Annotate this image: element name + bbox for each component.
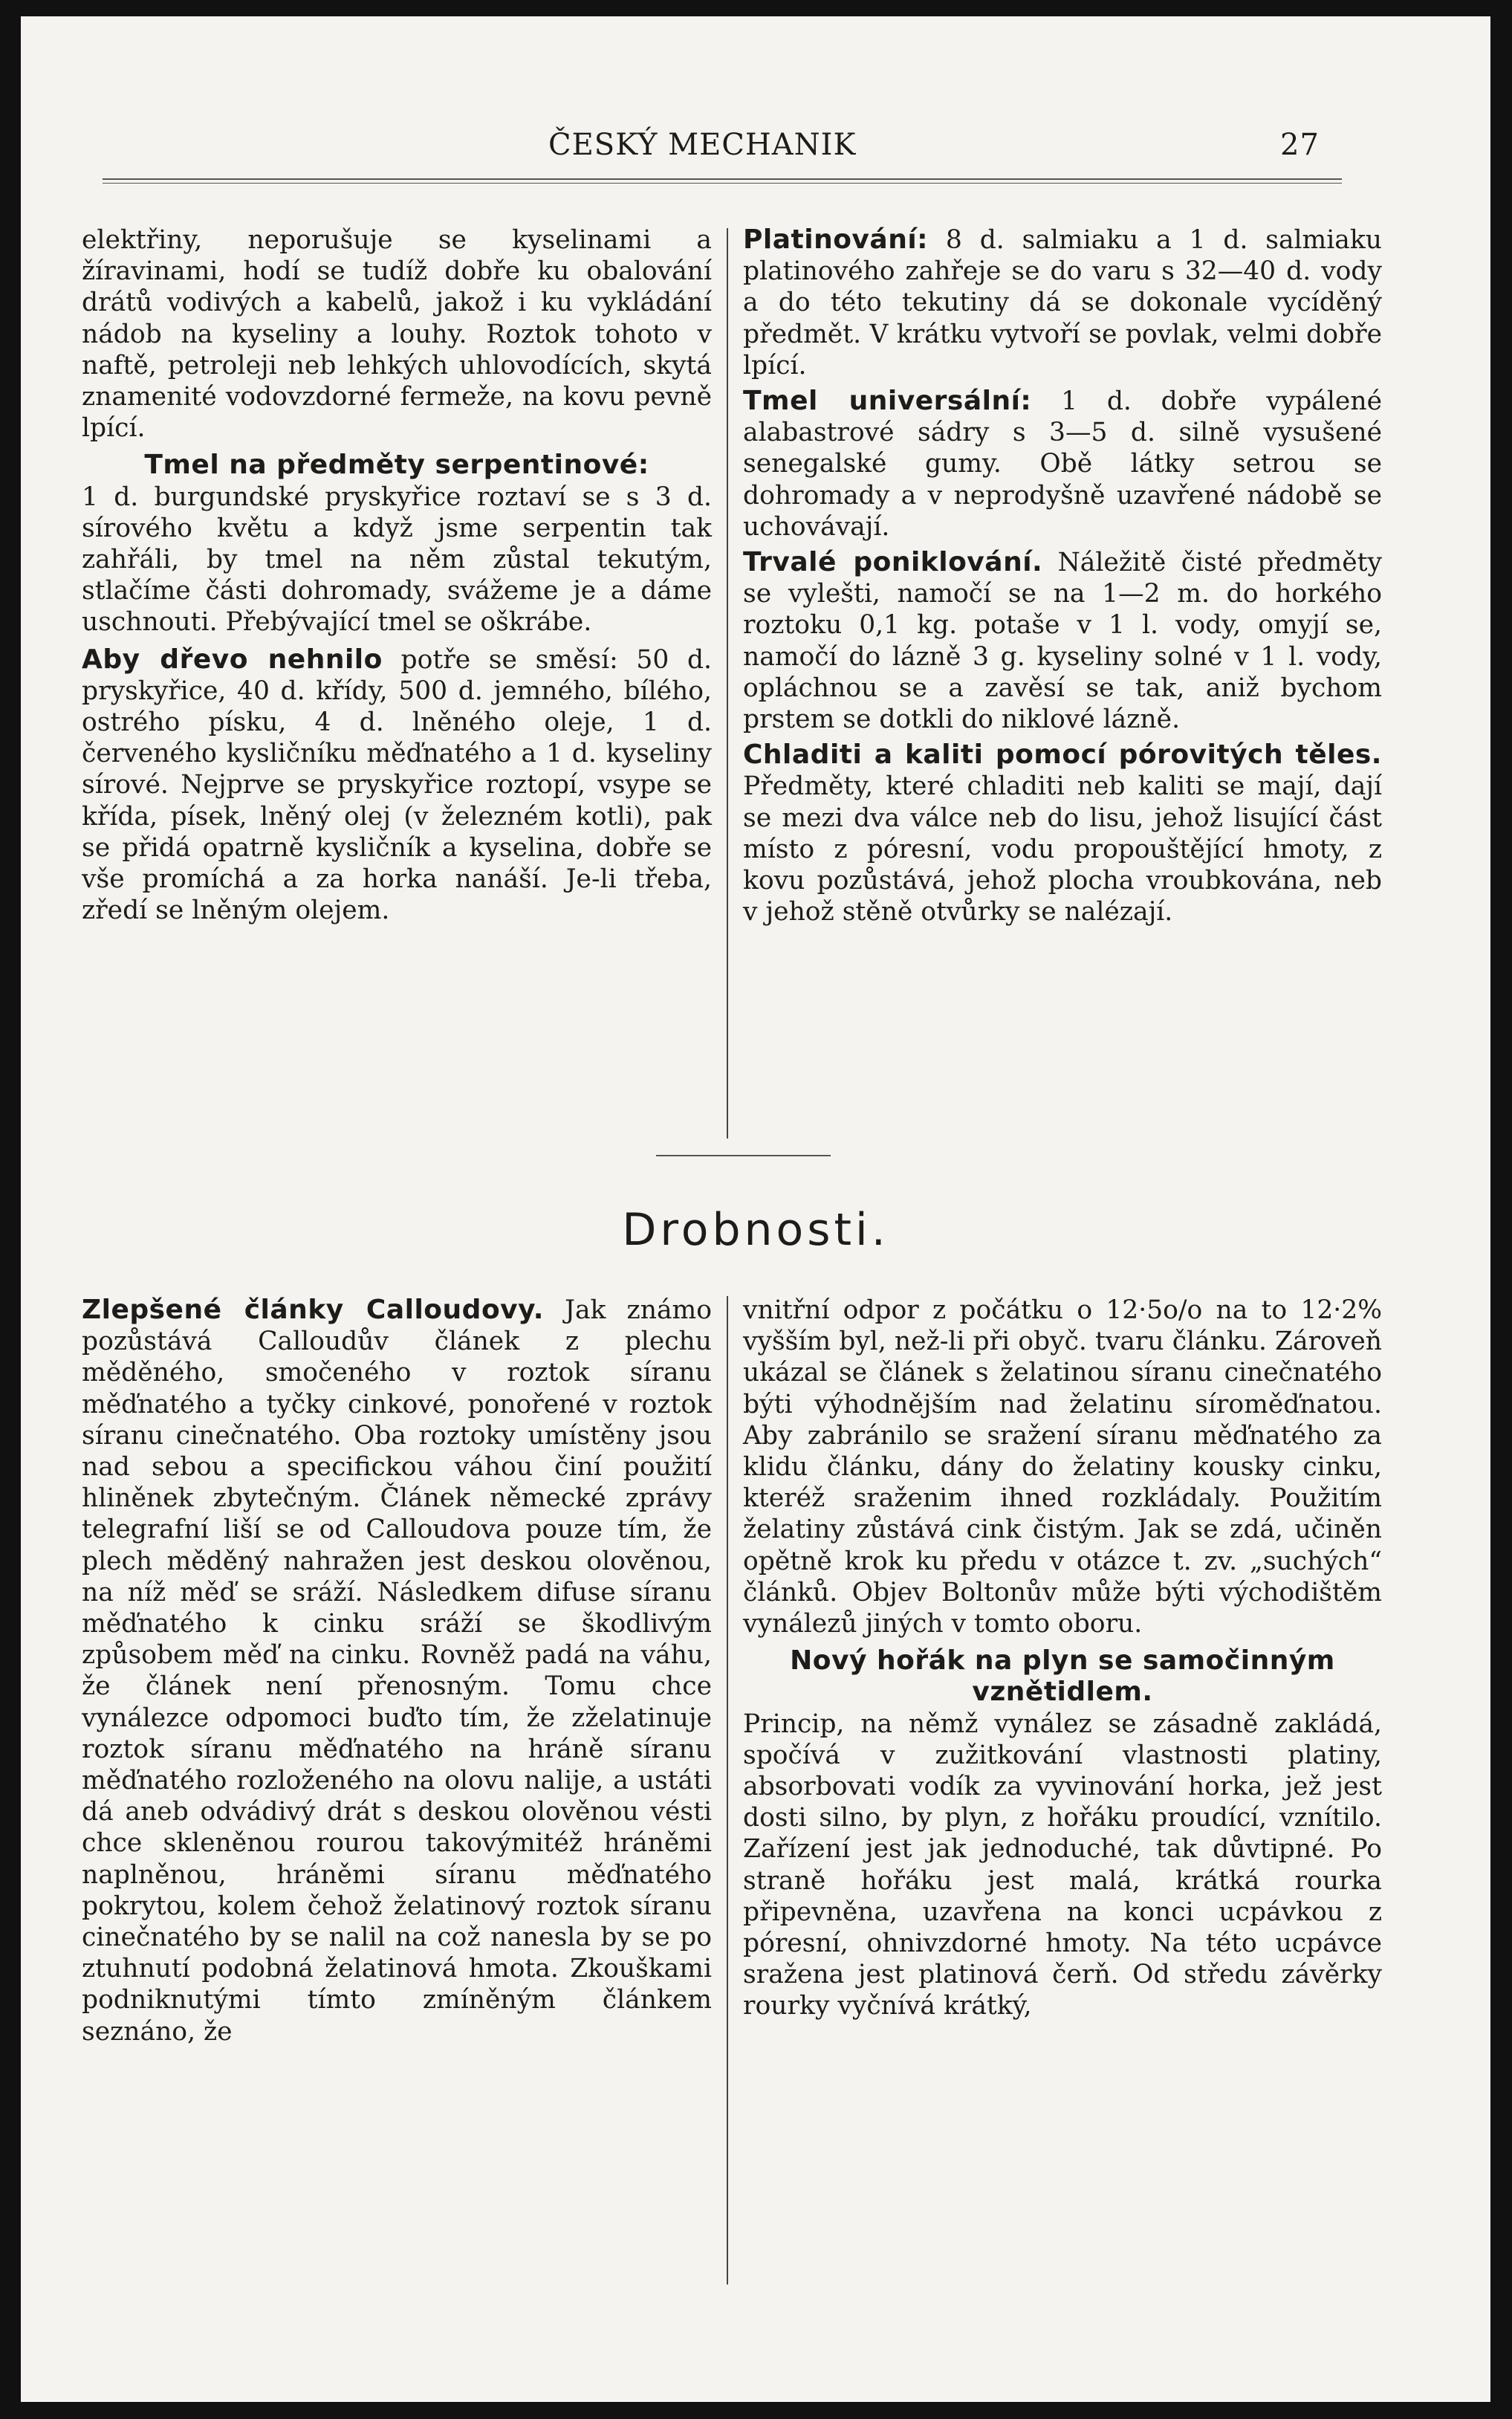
header-rule-thin — [103, 183, 1342, 184]
section-divider — [656, 1155, 831, 1156]
paragraph-calloud-cont: vnitřní odpor z počátku o 12·5o/o na to 12·2% vyšším byl, než-li při obyč. tvaru článku. Zároveň ukázal se článek s želatinou síranu cinečnatého býti výhodnějším nad želatinu síroměďnatou. Aby zabránilo se sražení síranu měďnatého za klidu článku, dány do želatiny kousky cinku, kteréž sraženim ihned rozkládaly. Použitím želatiny zůstává cink čistým. Jak se zdá, učiněn opětně krok ku předu v otázce t. zv. „suchých“ článků. Objev Boltonův může býti východištěm vynálezů jiných v tomto oboru. — [743, 1295, 1382, 1639]
top-right-column — [743, 224, 1382, 927]
section-title: Drobnosti. — [622, 1204, 889, 1256]
paragraph-serpentine: 1 d. burgundské pryskyřice roztaví se s 3 d. sírového květu a když jsme serpentin tak zahřáli, by tmel na něm zůstal tekutým, stlačíme části dohromady, svážeme je a dáme uschnouti. Přebývající tmel se oškrábe. — [82, 482, 712, 638]
paragraph-wood: potře se směsí: 50 d. pryskyřice, 40 d. křídy, 500 d. jemného, bílého, ostrého písku, 4 d. lněného oleje, 1 d. červeného kysličníku měďnatého a 1 d. kyseliny sírové. Nejprve se pryskyřice roztopí, vsype se křída, písek, lněný olej (v železném kotli), pak se přidá opatrně kysličník a kyselina, dobře se vše promíchá a za horka nanáší. Je-li třeba, zředí se lněným olejem. — [82, 644, 712, 926]
bottom-right-column — [743, 1295, 1382, 2022]
bottom-left-column — [82, 1295, 712, 2047]
heading-burner: Nový hořák na plyn se samočinným vznětidlem. — [790, 1645, 1335, 1708]
heading-calloud: Zlepšené články Calloudovy. — [82, 1295, 544, 1325]
paragraph-burner: Princip, na němž vynález se zásadně zakládá, spočívá v zužitkování vlastnosti platiny, absorbovati vodík za vyvinování horka, jež jest dosti silno, by plyn, z hořáku proudící, vznítilo. Zařízení jest jak jednoduché, tak důvtipné. Po straně hořáku jest malá, krátká rourka připevněna, uzavřena na konci ucpávkou z póresní, ohnivzdorné hmoty. Na této ucpávce sražena jest platinová čerň. Od středu závěrky rourky vyčnívá krátký, — [743, 1709, 1382, 2021]
column-divider-top — [727, 228, 728, 1139]
header-rule — [103, 178, 1342, 180]
running-title: ČESKÝ MECHANIK — [548, 128, 857, 162]
page — [21, 16, 1490, 2402]
page-number: 27 — [1280, 128, 1320, 162]
heading-platinum: Platinování: — [743, 224, 929, 255]
top-left-column — [82, 224, 712, 926]
heading-cooling: Chladiti a kaliti pomocí pórovitých těles. — [743, 739, 1382, 771]
heading-serpentine: Tmel na předměty serpentinové: — [144, 450, 649, 481]
heading-universal: Tmel universální: — [743, 386, 1032, 417]
paragraph-platinum: 8 d. salmiaku a 1 d. salmiaku platinového zahřeje se do varu s 32—40 d. vody a do této tekutiny dá se dokonale vycíděný předmět. V krátku vytvoří se povlak, velmi dobře lpící. — [743, 225, 1382, 381]
paragraph-nickel: Náležitě čisté předměty se vylešti, namočí se na 1—2 m. do horkého roztoku 0,1 kg. potaše v 1 l. vody, omyjí se, namočí do lázně 3 g. kyseliny solné v 1 l. vody, opláchnou se a zavěsí se tak, aniž bychom prstem se dotkli do niklové lázně. — [743, 548, 1382, 735]
paragraph-cooling: Předměty, které chladiti neb kaliti se mají, dají se mezi dva válce neb do lisu, jehož lisující část místo z póresní, vodu propouštějící hmoty, z kovu pozůstává, jehož plocha vroubkována, neb v jehož stěně otvůrky se nalézají. — [743, 771, 1382, 927]
heading-wood: Aby dřevo nehnilo — [82, 644, 383, 675]
paragraph-calloud: Jak známo pozůstává Calloudův článek z plechu měděného, smočeného v roztok síranu měďnatého a tyčky cinkové, ponořené v roztok síranu cinečnatého. Oba roztoky umístěny jsou nad sebou a specifickou váhou činí použití hliněnek zbytečným. Článek německé zprávy telegrafní liší se od Calloudova pouze tím, že plech měděný nahražen jest deskou olověnou, na níž měď se sráží. Následkem difuse síranu měďnatého k cinku sráží se škodlivým způsobem měď na cinku. Rovněž padá na váhu, že článek není přenosným. Tomu chce vynálezce odpomoci buďto tím, že zželatinuje roztok síranu měďnatého na hráně síranu měďnatého rozloženého na olovu nalije, a ustáti dá aneb odvádivý drát s deskou olověnou vésti chce skleněnou rourou takovýmitéž hráněmi naplněnou, hráněmi síranu měďnatého pokrytou, kolem čehož želatinový roztok síranu cinečnatého by se nalil na což nanesla by se po ztuhnutí podobná želatinová hmota. Zkouškami podniknutými tímto zmíněným článkem seznáno, že — [82, 1295, 713, 2047]
column-divider-bottom — [727, 1296, 728, 2284]
heading-nickel: Trvalé poniklování. — [743, 547, 1043, 578]
paragraph-universal: 1 d. dobře vypálené alabastrové sádry s 3—5 d. silně vysušené senegalské gumy. Obě látky setrou se dohromady a v neprodyšně uzavřené nádobě se uchovávají. — [743, 386, 1382, 542]
paragraph-electricity: elektřiny, neporušuje se kyselinami a žíravinami, hodí se tudíž dobře ku obalování drátů vodivých a kabelů, jakož i ku vykládání nádob na kyseliny a louhy. Roztok tohoto v naftě, petroleji neb lehkých uhlovodících, skytá znamenité vodovzdorné fermeže, na kovu pevně lpící. — [82, 225, 712, 444]
